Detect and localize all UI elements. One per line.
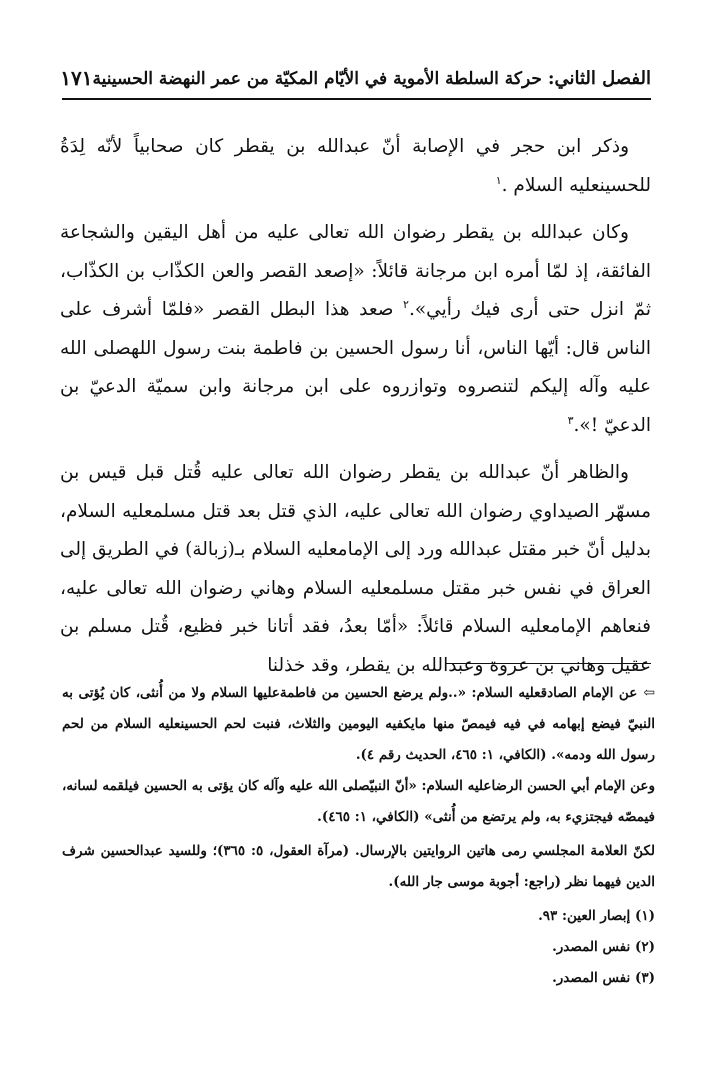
- paragraph-text: وكان عبدالله بن يقطر رضوان الله تعالى عليه من أهل اليقين والشجاعة الفائقة، إذ لمّا أمره ابن مرجانة قائلاً: «إصعد القصر والعن الكذّاب بن الكذّاب، ثمّ انزل حتى أرى فيك رأيي».: [60, 222, 651, 320]
- footnote-continuation: لكنّ العلامة المجلسي رمى هاتين الروايتين بالإرسال. (مرآة العقول، ٥: ٣٦٥)؛ وللسيد عبدالحسين شرف الدين فيهما نظر (راجع: أجوبة موسى جار الله).: [62, 843, 656, 890]
- footnote-continuation: وعن الإمام أبي الحسن الرضاعليه السلام: «أنّ النبيّصلى الله عليه وآله كان يؤتى به الحسين فيلقمه لسانه، فيمصّه فيجتزيء به، ولم يرتضع من أُنثى» (الكافي، ١: ٤٦٥).: [62, 778, 655, 825]
- chapter-title: [92, 68, 651, 89]
- chapter-subtitle: حركة السلطة الأموية في الأيّام المكيّة من عمر النهضة الحسينية: [92, 68, 548, 89]
- continuation-arrow-icon: ⇦: [643, 685, 655, 701]
- paragraph: [60, 214, 651, 445]
- paragraph: [60, 128, 651, 205]
- paragraph-text: والظاهر أنّ عبدالله بن يقطر رضوان الله تعالى عليه قُتل قبل قيس بن مسهّر الصيداوي رضوان الله تعالى عليه، الذي قتل بعد قتل مسلمعليه السلام، بدليل أنّ خبر مقتل عبدالله ورد إلى الإمامعليه السلام بـ(زبالة) في الطريق إلى العراق في نفس خبر مقتل مسلمعليه السلام وهاني رضوان الله تعالى عليه، فنعاهم الإمامعليه السلام قائلاً: «أمّا بعدُ، فقد أتانا خبر فظيع، قُتل مسلم بن عقيل وهاني بن عروة وعبدالله بن يقطر، وقد خذلنا: [60, 462, 651, 676]
- footnote-reference: (١) إبصار العين: ٩٣.: [538, 908, 655, 924]
- footnote-marker: ٣: [567, 413, 574, 427]
- footnotes: [62, 678, 655, 994]
- footnote-continuation: [62, 678, 655, 771]
- main-text: [60, 128, 651, 694]
- paragraph-text: صعد هذا البطل القصر «فلمّا أشرف على الناس قال: أيّها الناس، أنا رسول الحسين بن فاطمة بنت رسول اللهصلى الله عليه وآله إليكم لتنصروه وتوازروه على ابن مرجانة وابن سميّة الدعيّ بن الدعيّ !».: [60, 299, 651, 436]
- footnote-reference: (٣) نفس المصدر.: [552, 970, 655, 986]
- running-header: [62, 58, 651, 100]
- chapter-label: الفصل الثاني:: [547, 67, 651, 89]
- paragraph-text: وذكر ابن حجر في الإصابة أنّ عبدالله بن يقطر كان صحابياً لأنّه لِدَةُ للحسينعليه السلام .: [60, 136, 651, 196]
- footnote-reference: (٢) نفس المصدر.: [552, 939, 655, 955]
- footnote-marker: ١: [495, 173, 502, 187]
- footnote-text: عن الإمام الصادقعليه السلام: «..ولم يرضع الحسين من فاطمةعليها السلام ولا من أُنثى، كان يُؤتى به النبيّ فيضع إبهامه في فيه فيمصّ منها مايكفيه اليومين والثلاث، فنبت لحم الحسينعليه السلام من لحم رسول الله ودمه». (الكافي، ١: ٤٦٥، الحديث رقم ٤).: [62, 685, 655, 763]
- page-number: ١٧١: [60, 66, 93, 90]
- footnote-marker: ٢: [403, 297, 409, 311]
- footnote-divider: [445, 663, 651, 664]
- paragraph: [60, 454, 651, 685]
